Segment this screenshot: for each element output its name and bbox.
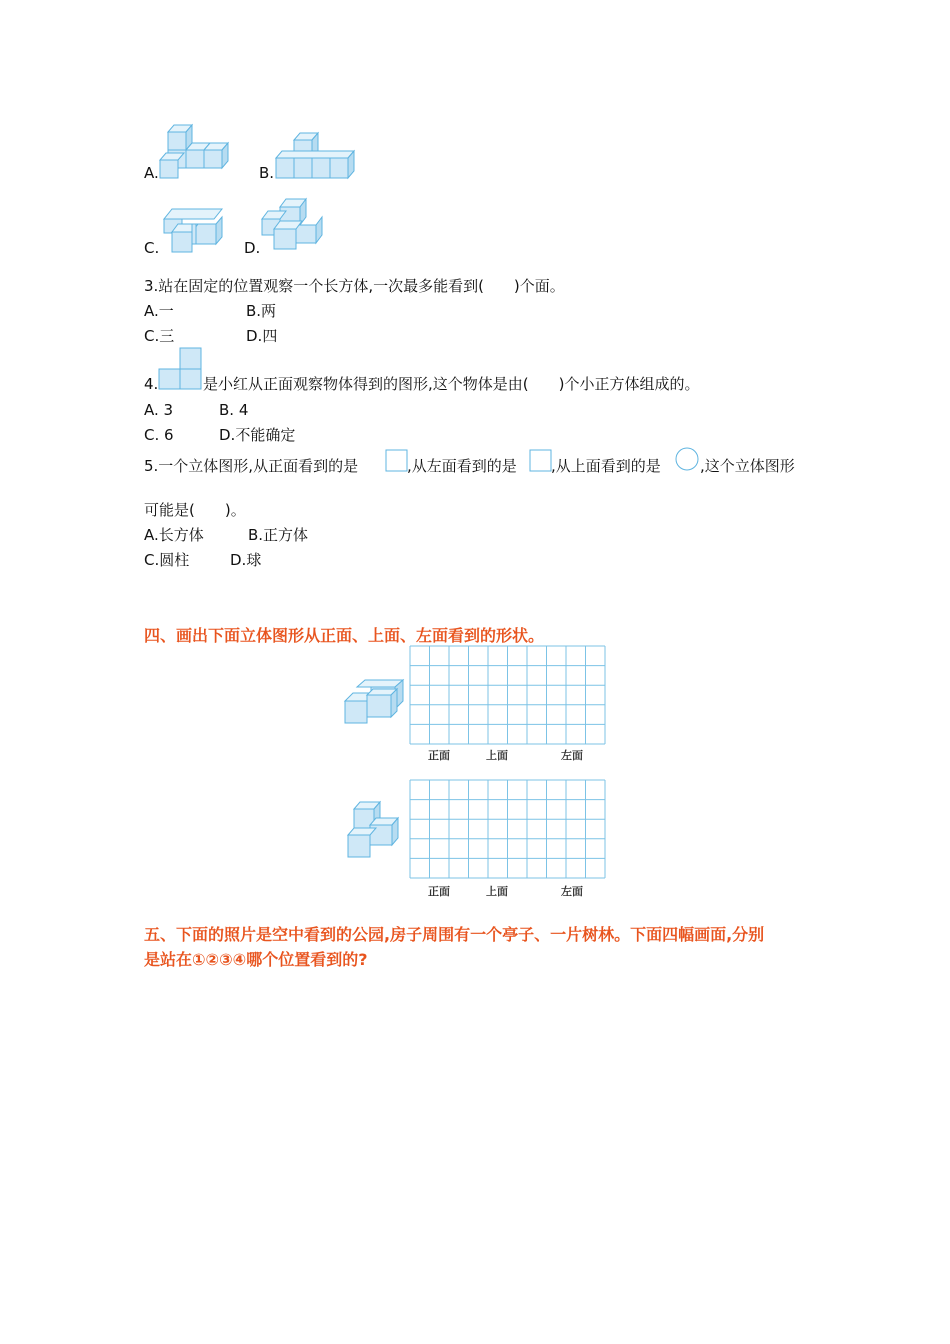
section5-heading-line2: 是站在①②③④哪个位置看到的?: [144, 950, 368, 969]
q4-option-a: A. 3: [144, 401, 174, 419]
q4-option-c: C. 6: [144, 426, 174, 444]
section4-drawing-grid-2[interactable]: [409, 779, 607, 881]
section4-figure-1: [343, 679, 405, 727]
grid2-label-left: 左面: [561, 885, 583, 898]
section4-figure-2: [346, 801, 402, 859]
section4-heading: 四、画出下面立体图形从正面、上面、左面看到的形状。: [144, 626, 545, 645]
q5-top-view-circle: [675, 447, 701, 473]
q5-stem-line2: 可能是( )。: [144, 501, 246, 519]
option-b-label: B.: [259, 164, 275, 182]
q5-option-b: B.正方体: [248, 526, 309, 544]
q5-stem-part1: 5.一个立体图形,从正面看到的是: [144, 457, 359, 475]
q5-stem-part3: ,从上面看到的是: [551, 457, 661, 475]
grid1-label-top: 上面: [486, 749, 508, 762]
q5-left-view-square: [529, 449, 553, 473]
q3-option-a: A.一: [144, 302, 174, 320]
section5-heading-line1: 五、下面的照片是空中看到的公园,房子周围有一个亭子、一片树林。下面四幅画面,分别: [144, 925, 765, 944]
q3-stem: 3.站在固定的位置观察一个长方体,一次最多能看到( )个面。: [144, 277, 565, 295]
q5-stem-part4: ,这个立体图形: [700, 457, 795, 475]
q4-option-b: B. 4: [219, 401, 249, 419]
q5-front-view-square: [385, 449, 409, 473]
option-c-cube-figure: [160, 207, 230, 257]
q4-option-d: D.不能确定: [219, 426, 296, 444]
option-a-label: A.: [144, 164, 159, 182]
q5-option-c: C.圆柱: [144, 551, 190, 569]
q4-number: 4.: [144, 375, 159, 393]
option-b-cube-figure: [274, 130, 364, 182]
q3-option-c: C.三: [144, 327, 175, 345]
q5-option-a: A.长方体: [144, 526, 204, 544]
q5-stem-part2: ,从左面看到的是: [407, 457, 517, 475]
option-d-cube-figure: [260, 197, 330, 257]
q3-option-d: D.四: [246, 327, 278, 345]
section4-drawing-grid-1[interactable]: [409, 645, 607, 747]
grid1-label-front: 正面: [428, 749, 450, 762]
q4-stem: 是小红从正面观察物体得到的图形,这个物体是由( )个小正方体组成的。: [203, 375, 700, 393]
q3-option-b: B.两: [246, 302, 277, 320]
option-c-label: C.: [144, 239, 160, 257]
grid1-label-left: 左面: [561, 749, 583, 762]
option-a-cube-figure: [158, 122, 238, 182]
grid2-label-top: 上面: [486, 885, 508, 898]
grid2-label-front: 正面: [428, 885, 450, 898]
q5-option-d: D.球: [230, 551, 262, 569]
option-d-label: D.: [244, 239, 261, 257]
q4-front-view-figure: [159, 347, 203, 391]
